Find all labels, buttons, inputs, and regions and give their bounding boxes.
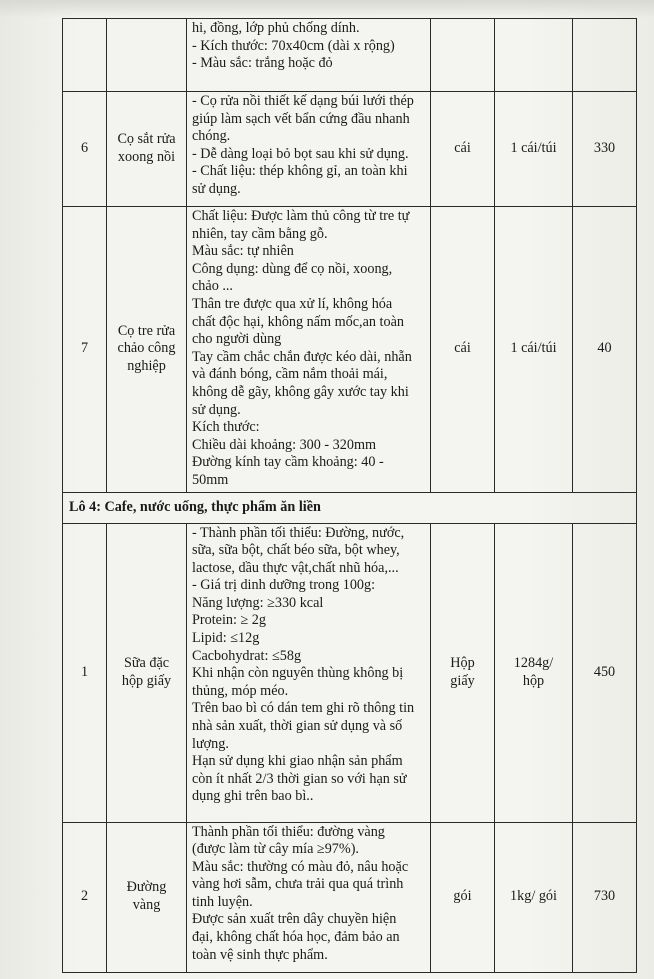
spec-line: - Kích thước: 70x40cm (dài x rộng)	[192, 37, 395, 54]
spec-line: toàn vệ sinh thực phẩm.	[192, 946, 328, 963]
row-packing	[495, 822, 573, 972]
spec-line: Kích thước:	[192, 419, 260, 436]
spec-line: đại, không chất hóa học, đảm bảo an	[192, 929, 400, 946]
spec-line: Màu sắc: thường có màu đỏ, nâu hoặc	[192, 858, 409, 875]
spec-line: giúp làm sạch vết bẩn cứng đầu nhanh	[192, 110, 410, 127]
row-spec	[187, 19, 431, 92]
spec-line: Màu sắc: tự nhiên	[192, 243, 294, 260]
row-stt: 2	[63, 822, 107, 972]
name-line: Cọ tre rửa	[117, 322, 176, 339]
spec-line: và đánh bóng, cầm nắm thoải mái,	[192, 366, 388, 383]
row-product-name	[107, 523, 187, 822]
spec-line: lượng.	[192, 735, 229, 752]
spec-line: nhà sản xuất, thời gian sử dụng và số	[192, 718, 403, 735]
unit-line: gói	[453, 888, 472, 905]
spec-line: Lipid: ≤12g	[192, 630, 260, 647]
spec-line: cho người dùng	[192, 331, 282, 348]
name-line: Cọ sắt rửa	[117, 131, 176, 148]
name-line: Sữa đặc	[123, 654, 170, 671]
spec-line: nhiên, tay cầm bằng gỗ.	[192, 225, 328, 242]
spec-line: Công dụng: dùng để cọ nồi, xoong,	[192, 260, 393, 277]
row-quantity: 730	[573, 822, 637, 972]
pack-line: 1 cái/túi	[510, 140, 557, 157]
spec-line: 50mm	[192, 471, 229, 488]
row-unit	[431, 523, 495, 822]
row-unit: cái	[431, 207, 495, 493]
spec-line: Tay cầm chắc chắn được kéo dài, nhẵn	[192, 348, 412, 365]
spec-line: không dễ gãy, không gây xước tay khi	[192, 383, 409, 400]
spec-line: Chiều dài khoảng: 300 - 320mm	[192, 436, 377, 453]
spec-line: dụng ghi trên bao bì..	[192, 788, 314, 805]
row-quantity	[573, 19, 637, 92]
spec-line: - Màu sắc: trắng hoặc đỏ	[192, 55, 333, 72]
spec-line: Được sản xuất trên dây chuyền hiện	[192, 911, 397, 928]
name-line: Đường	[126, 879, 167, 896]
spec-line: - Cọ rửa nồi thiết kế dạng búi lưới thép	[192, 93, 414, 109]
spec-line: Protein: ≥ 2g	[192, 612, 266, 629]
spec-line: hi, đồng, lớp phủ chống dính.	[192, 20, 360, 36]
spec-line: chất độc hại, không nấm mốc,an toàn	[192, 313, 404, 330]
lot-header: Lô 4: Cafe, nước uống, thực phẩm ăn liền	[63, 492, 637, 523]
pack-line: 1284g/	[513, 654, 554, 671]
row-quantity: 40	[573, 207, 637, 493]
row-spec	[187, 523, 431, 822]
spec-line: vàng hơi sẫm, chưa trải qua quá trình	[192, 876, 404, 893]
spec-line: chóng.	[192, 128, 231, 145]
row-unit	[431, 19, 495, 92]
spec-line: - Chất liệu: thép không gỉ, an toàn khi	[192, 163, 408, 180]
row-quantity: 450	[573, 523, 637, 822]
table-row	[63, 92, 637, 207]
spec-line: thủng, móp méo.	[192, 682, 289, 699]
spec-line: - Thành phần tối thiểu: Đường, nước,	[192, 524, 405, 541]
spec-line: - Dễ dàng loại bỏ bọt sau khi sử dụng.	[192, 145, 409, 162]
row-unit	[431, 822, 495, 972]
row-spec	[187, 92, 431, 207]
spec-line: sữa, sữa bột, chất béo sữa, bột whey,	[192, 542, 400, 559]
spec-line: Khi nhận còn nguyên thùng không bị	[192, 665, 404, 682]
row-stt: 7	[63, 207, 107, 493]
spec-line: Trên bao bì có dán tem ghi rõ thông tin	[192, 700, 415, 717]
spec-line: (được làm từ cây mía ≥97%).	[192, 841, 359, 858]
name-line: vàng	[132, 897, 161, 913]
spec-line: Cacbohydrat: ≤58g	[192, 647, 302, 664]
product-spec-table	[62, 18, 637, 973]
name-line: hộp giấy	[121, 672, 172, 689]
spec-line: chảo ...	[192, 278, 233, 295]
row-quantity: 330	[573, 92, 637, 207]
row-product-name	[107, 822, 187, 972]
pack-line: hộp	[522, 672, 545, 689]
name-line: nghiệp	[127, 358, 166, 375]
unit-line: Hộp	[450, 654, 475, 671]
name-line: xoong nồi	[117, 149, 176, 165]
spec-line: Đường kính tay cầm khoảng: 40 -	[192, 454, 384, 471]
table-row	[63, 822, 637, 972]
row-stt: 6	[63, 92, 107, 207]
spec-line: lactose, dầu thực vật,chất nhũ hóa,...	[192, 559, 399, 576]
spec-line: tinh luyện.	[192, 893, 253, 910]
spec-line: Thân tre được qua xử lí, không hóa	[192, 295, 393, 312]
table-row	[63, 19, 637, 92]
row-spec	[187, 822, 431, 972]
spec-line: Hạn sử dụng khi giao nhận sản phẩm	[192, 753, 403, 770]
table-row	[63, 523, 637, 822]
pack-line: 1 cái/túi	[510, 340, 557, 357]
pack-line: 1kg/ gói	[510, 888, 557, 905]
row-packing	[495, 92, 573, 207]
row-packing	[495, 207, 573, 493]
table-row	[63, 207, 637, 493]
row-product-name	[107, 207, 187, 493]
spec-line: Năng lượng: ≥330 kcal	[192, 594, 324, 611]
spec-line: sử dụng.	[192, 401, 241, 418]
row-product-name	[107, 19, 187, 92]
row-packing	[495, 19, 573, 92]
spec-line: Chất liệu: Được làm thủ công từ tre tự	[192, 208, 410, 224]
lot-header-row	[63, 492, 637, 523]
row-stt: 1	[63, 523, 107, 822]
spec-line: còn ít nhất 2/3 thời gian so với hạn sử	[192, 770, 407, 787]
spec-line: Thành phần tối thiểu: đường vàng	[192, 823, 385, 840]
row-stt	[63, 19, 107, 92]
unit-line: giấy	[450, 672, 475, 689]
row-product-name	[107, 92, 187, 207]
name-line: chảo công	[117, 340, 176, 357]
spec-line: sử dụng.	[192, 180, 241, 197]
row-unit: cái	[431, 92, 495, 207]
row-spec	[187, 207, 431, 493]
spec-line: - Giá trị dinh dưỡng trong 100g:	[192, 577, 376, 594]
page-top-shadow	[0, 0, 654, 18]
row-packing	[495, 523, 573, 822]
